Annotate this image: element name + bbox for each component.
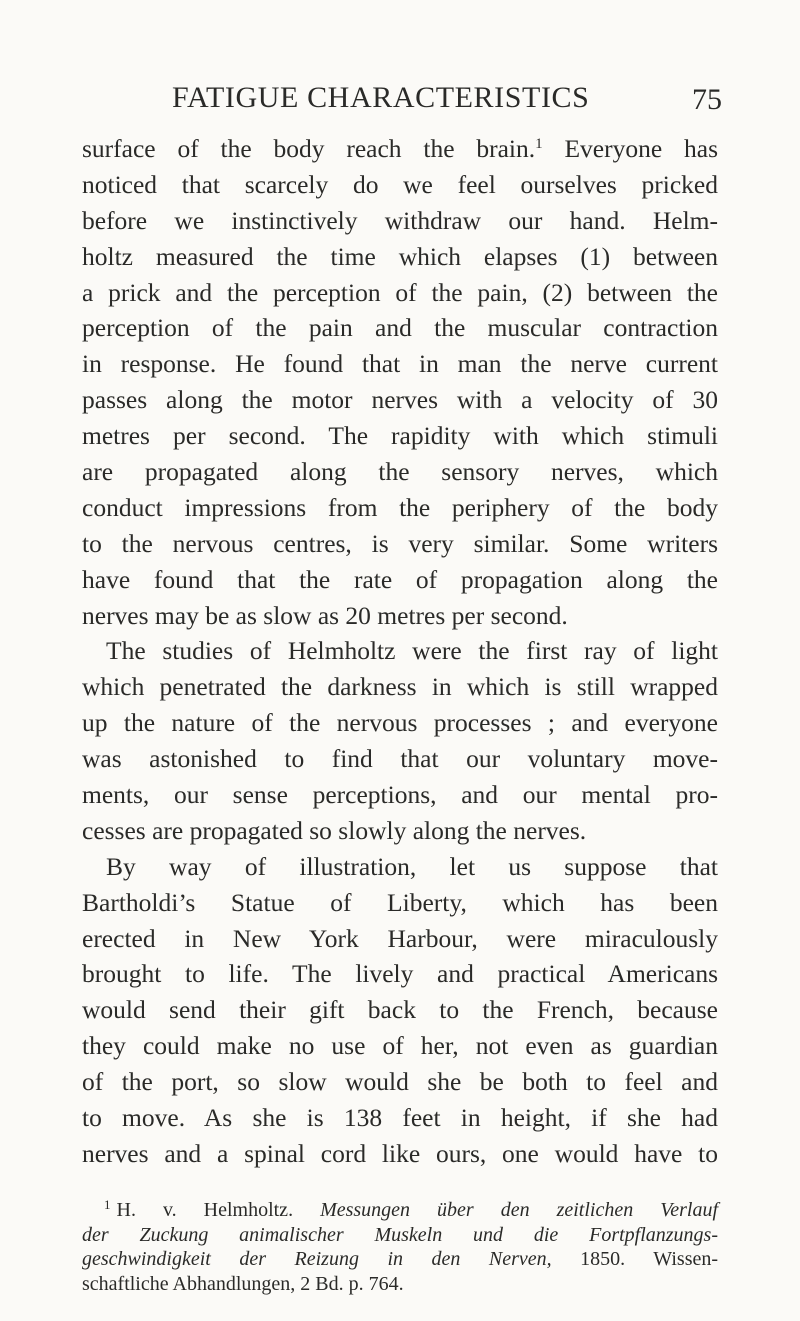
footnote-line: der Zuckung animalischer Muskeln und die Fortpflanzungs-	[82, 1223, 718, 1246]
text-line: noticed that scarcely do we feel ourselves pricked	[82, 169, 718, 199]
footnote-line: schaftliche Abhandlungen, 2 Bd. p. 764.	[82, 1272, 404, 1295]
text-line: perception of the pain and the muscular contraction	[82, 313, 718, 343]
text-line: to move. As she is 138 feet in height, if she had	[82, 1103, 718, 1133]
footnote-line	[82, 1198, 718, 1223]
text-line: surface of the body reach the brain.$^1$ Everyone has	[82, 134, 719, 163]
text-line: was astonished to find that our voluntary move-	[82, 744, 718, 774]
text-line: in response. He found that in man the nerve current	[82, 349, 718, 379]
text-line: passes along the motor nerves with a velocity of 30	[82, 385, 718, 415]
text-line: of the port, so slow would she be both to feel and	[82, 1067, 718, 1097]
text-line: cesses are propagated so slowly along the nerves.	[82, 815, 587, 845]
text-line: nerves and a spinal cord like ours, one would have to	[82, 1138, 718, 1168]
footnote-title: Messungen über den zeitlichen Verlauf	[320, 1199, 719, 1221]
text-line: a prick and the perception of the pain, (2) between the	[82, 277, 718, 307]
text-line: to the nervous centres, is very similar. Some writers	[82, 528, 718, 558]
text-line: brought to life. The lively and practical Americans	[82, 959, 718, 989]
footnote-marker: 1	[535, 136, 543, 152]
running-head	[172, 80, 722, 120]
text-line: before we instinctively withdraw our hand. Helm-	[82, 205, 718, 235]
text-line: up the nature of the nervous processes ; and everyone	[82, 708, 718, 738]
text-line: are propagated along the sensory nerves, which	[82, 457, 718, 487]
footnote	[82, 1198, 718, 1296]
text-line: which penetrated the darkness in which is still wrapped	[82, 672, 718, 702]
text-line: conduct impressions from the periphery of the body	[82, 492, 718, 522]
text-line: By way of illustration, let us suppose that	[106, 851, 718, 881]
text-line: would send their gift back to the French, because	[82, 995, 718, 1025]
running-title: FATIGUE CHARACTERISTICS	[172, 81, 590, 114]
footnote-author: H. v. Helmholtz.	[116, 1199, 294, 1221]
text-line: holtz measured the time which elapses (1) between	[82, 241, 718, 271]
page-number: 75	[692, 83, 722, 116]
text-line: they could make no use of her, not even as guardian	[82, 1031, 718, 1061]
text-line: metres per second. The rapidity with which stimuli	[82, 421, 718, 451]
text-line: erected in New York Harbour, were miraculously	[82, 923, 718, 953]
text-line: have found that the rate of propagation along the	[82, 564, 718, 594]
text-line: Bartholdi’s Statue of Liberty, which has been	[82, 887, 718, 917]
text-line: The studies of Helmholtz were the first ray of light	[106, 636, 718, 666]
text-line: ments, our sense perceptions, and our mental pro-	[82, 780, 718, 810]
text-line: nerves may be as slow as 20 metres per second.	[82, 600, 568, 630]
footnote-number: 1	[104, 1197, 111, 1212]
footnote-line: geschwindigkeit der Reizung in den Nerven, 1850. Wissen-	[82, 1248, 719, 1270]
body-text	[82, 131, 718, 1172]
